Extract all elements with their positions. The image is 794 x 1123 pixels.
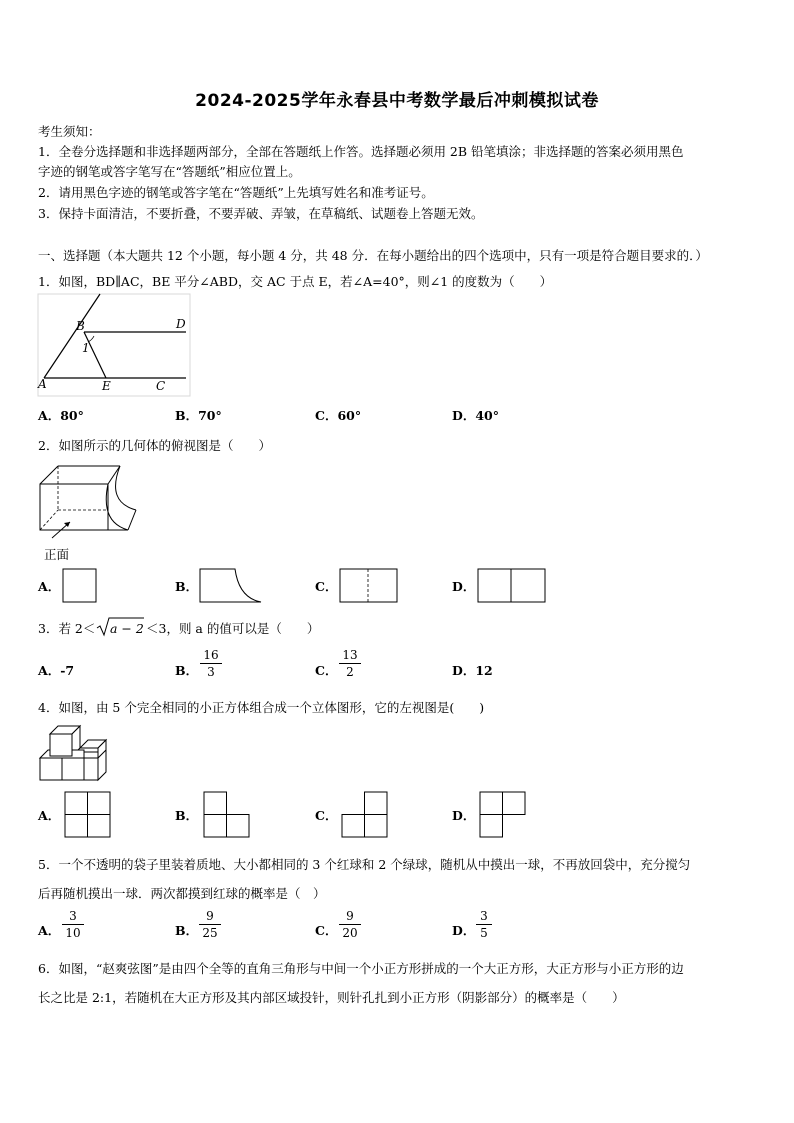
q3-option-b-denominator: 3 [207,665,215,679]
q4-option-c[interactable]: C． [315,808,338,823]
section-heading: 一、选择题（本大题共 12 个小题，每小题 4 分，共 48 分．在每小题给出的四个选项中，只有一项是符合题目要求的．） [38,248,708,263]
notice-line-2: 2．请用黑色字迹的钢笔或答字笔在“答题纸”上先填写姓名和准考证号。 [38,185,434,200]
q1-figure [36,292,192,398]
q5-option-c-fraction [339,909,361,940]
q3-radicand: a − 2 [110,621,144,636]
q2-option-d[interactable]: D． [452,579,476,594]
q1-stem: 1．如图，BD∥AC，BE 平分∠ABD，交 AC 于点 E，若∠A=40°，则∠1 的度数为（ ） [38,274,553,289]
q2-option-b[interactable]: B． [175,579,199,594]
q6-stem-line-2: 长之比是 2:1，若随机在大正方形及其内部区域投针，则针孔扎到小正方形（阴影部分）的概率是（ ） [38,990,625,1005]
q5-option-c-numerator: 9 [346,909,354,923]
q5-option-d[interactable]: D． [452,923,476,938]
q1-label-b: B [76,319,85,333]
q4-option-d-shape[interactable] [479,791,527,839]
q3-option-c[interactable]: C． [315,663,338,678]
q2-option-c-shape[interactable] [339,568,399,604]
notice-heading: 考生须知： [38,124,101,139]
q4-stem: 4．如图，由 5 个完全相同的小正方体组合成一个立体图形，它的左视图是( ) [38,700,485,715]
q1-label-c: C [156,379,166,393]
q1-option-a[interactable]: A．80° [38,408,84,423]
q5-option-d-numerator: 3 [480,909,488,923]
q5-option-a-denominator: 10 [65,926,81,940]
q5-option-a-fraction [62,909,84,940]
q2-front-label: 正面 [44,547,70,562]
q1-label-d: D [176,317,186,331]
q3-option-c-fraction [339,648,361,679]
q1-label-a: A [38,377,47,391]
q3-option-d[interactable]: D．12 [452,663,493,678]
q3-option-a[interactable]: A．-7 [38,663,75,678]
q2-option-d-shape[interactable] [477,568,547,604]
q5-option-b-numerator: 9 [206,909,214,923]
q5-option-a-numerator: 3 [69,909,77,923]
q5-option-b-fraction [199,909,221,940]
q2-option-a-shape[interactable] [62,568,98,604]
q3-option-b-fraction [200,648,222,679]
q1-option-d[interactable]: D．40° [452,408,499,423]
q1-option-c[interactable]: C．60° [315,408,362,423]
q6-stem-line-1: 6．如图，“赵爽弦图”是由四个全等的直角三角形与中间一个小正方形拼成的一个大正方形，大正方形与小正方形的边 [38,961,684,976]
notice-line-3: 3．保持卡面清洁，不要折叠，不要弄破、弄皱，在草稿纸、试题卷上答题无效。 [38,206,484,221]
q3-option-b[interactable]: B． [175,663,199,678]
q5-option-c[interactable]: C． [315,923,338,938]
q5-option-a[interactable]: A． [38,923,61,938]
q2-option-a[interactable]: A． [38,579,61,594]
q5-option-d-fraction [476,909,492,940]
q2-option-b-shape[interactable] [199,568,263,604]
q2-option-c[interactable]: C． [315,579,338,594]
q4-option-b[interactable]: B． [175,808,199,823]
q5-option-d-denominator: 5 [480,926,488,940]
q5-option-b-denominator: 25 [202,926,218,940]
q1-option-b[interactable]: B．70° [175,408,222,423]
q4-option-a[interactable]: A． [38,808,61,823]
q5-stem-line-1: 5．一个不透明的袋子里装着质地、大小都相同的 3 个红球和 2 个绿球，随机从中摸出一球，不再放回袋中，充分搅匀 [38,857,691,872]
notice-line-1: 1．全卷分选择题和非选择题两部分，全部在答题纸上作答。选择题必须用 2B 铅笔填涂；非选择题的答案必须用黑色 [38,144,684,159]
q3-stem-a: 3．若 2＜ [38,621,96,636]
q5-option-b[interactable]: B． [175,923,199,938]
q1-label-1: 1 [82,341,90,355]
q4-option-c-shape[interactable] [341,791,389,839]
q3-option-b-numerator: 16 [203,648,219,662]
page-title: 2024-2025学年永春县中考数学最后冲刺模拟试卷 [195,91,599,111]
q5-stem-line-2: 后再随机摸出一球．两次都摸到红球的概率是（ ） [38,886,326,901]
q5-option-c-denominator: 20 [342,926,358,940]
q4-option-a-shape[interactable] [64,791,112,839]
q2-figure [36,462,138,540]
q4-option-b-shape[interactable] [203,791,251,839]
q3-option-c-denominator: 2 [346,665,354,679]
notice-line-1b: 字迹的钢笔或答字笔写在“答题纸”相应位置上。 [38,164,301,179]
q1-label-e: E [102,379,111,393]
q2-stem: 2．如图所示的几何体的俯视图是（ ） [38,438,271,453]
q3-stem-b: ＜3，则 a 的值可以是（ ） [146,621,320,636]
q3-option-c-numerator: 13 [342,648,358,662]
q4-figure [38,722,110,784]
q4-option-d[interactable]: D． [452,808,476,823]
